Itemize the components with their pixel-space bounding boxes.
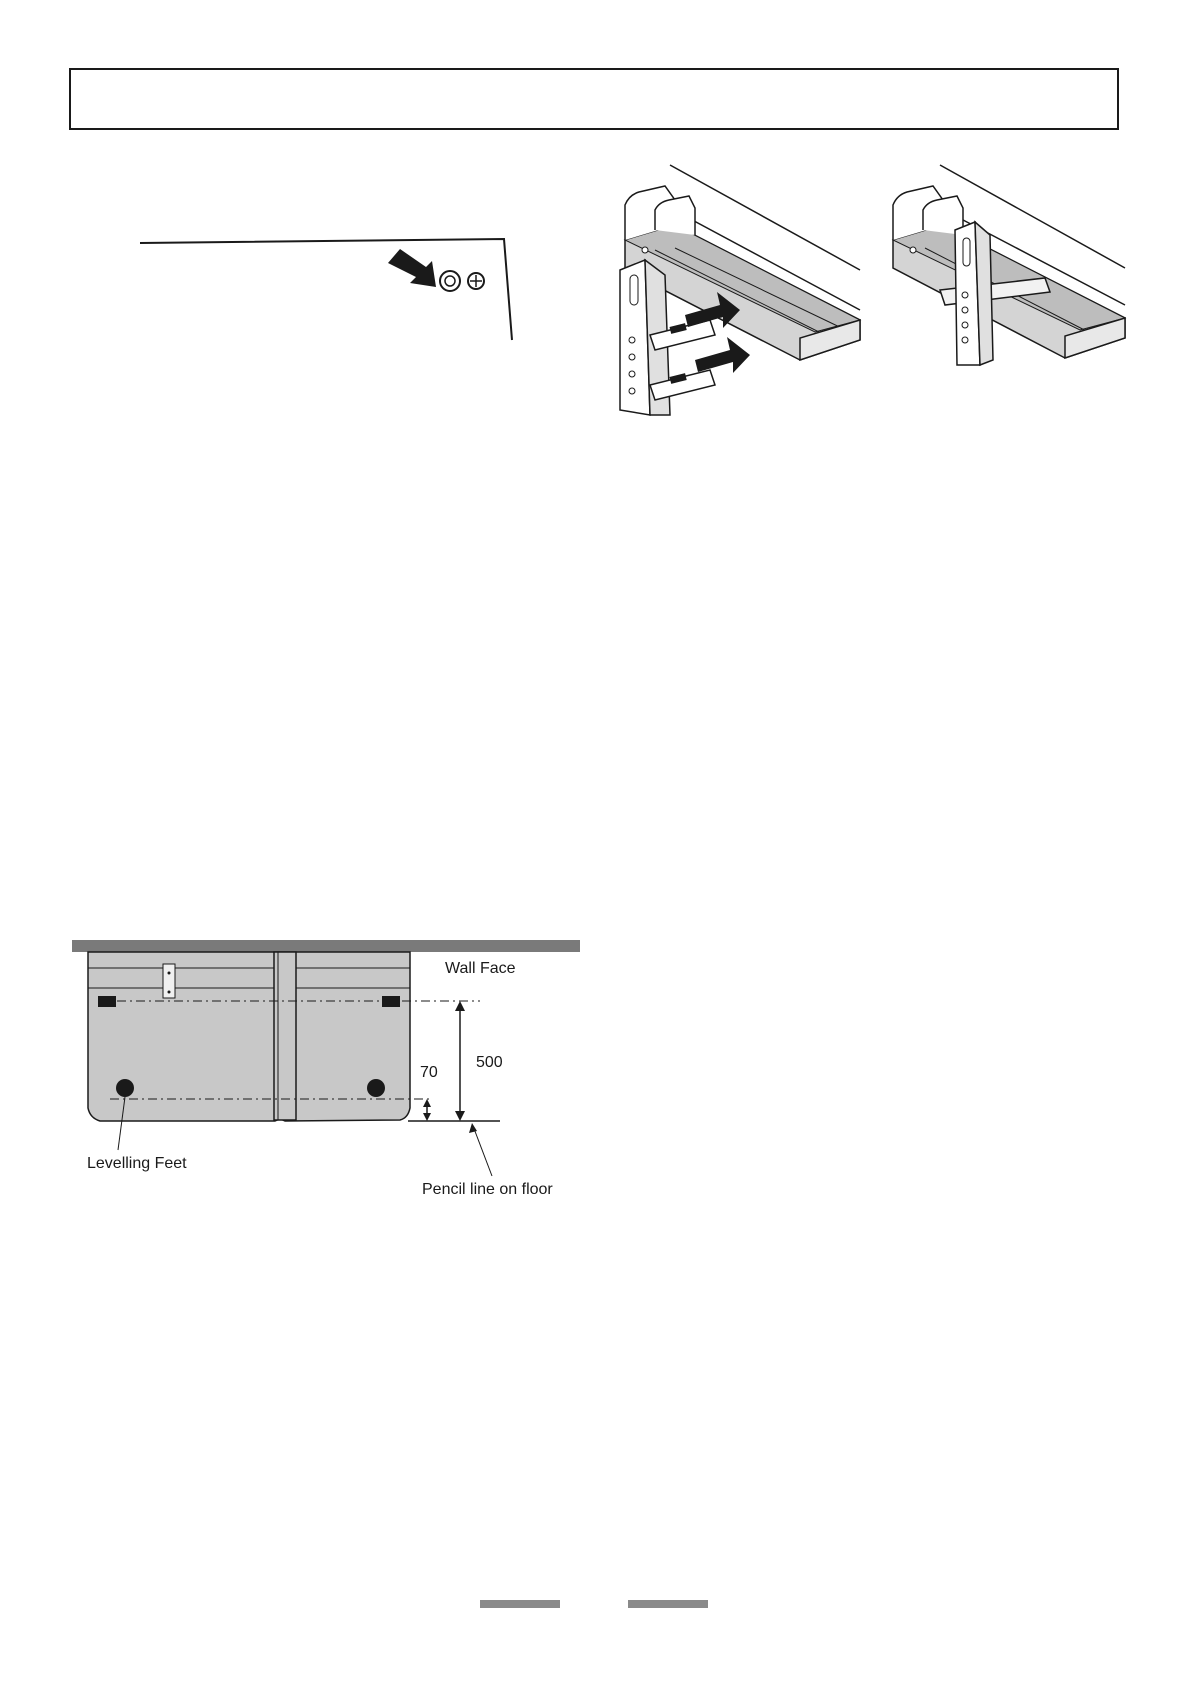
- fixing-hole-figure: [130, 225, 530, 355]
- wall-face-label: Wall Face: [445, 960, 516, 977]
- levelling-foot-right: [367, 1079, 385, 1097]
- insert-arrow-icon: [695, 337, 750, 373]
- levelling-foot-left: [116, 1079, 134, 1097]
- levelling-feet-label: Levelling Feet: [87, 1155, 187, 1172]
- dimension-500-label: 500: [476, 1054, 503, 1071]
- bracket-fitted-figure: [885, 160, 1130, 390]
- pointing-arrow-icon: [388, 249, 436, 287]
- section-header-box: [69, 68, 1119, 130]
- footer-bar-left: [480, 1600, 560, 1608]
- footer-bar-right: [628, 1600, 708, 1608]
- dimension-70-label: 70: [420, 1064, 438, 1081]
- wall-face: [72, 940, 580, 952]
- bracket-insert-figure: [615, 160, 865, 420]
- levelling-feet-plan-figure: [70, 940, 590, 1250]
- pencil-line-label: Pencil line on floor: [422, 1181, 553, 1198]
